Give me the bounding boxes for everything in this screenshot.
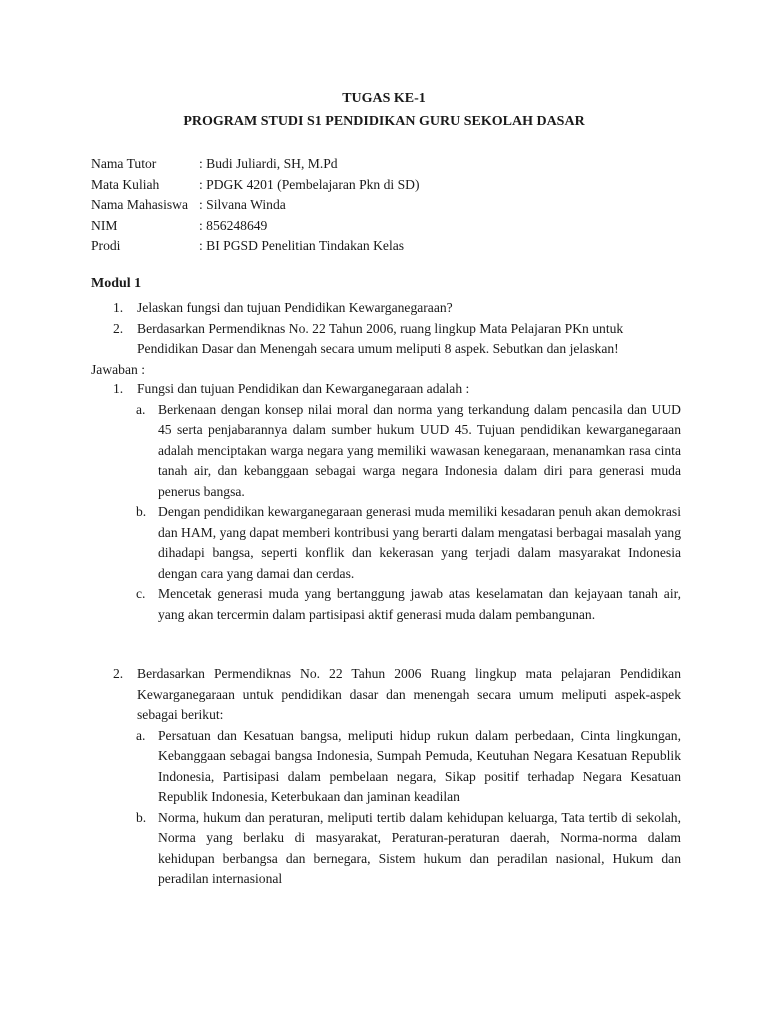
info-value: : BI PGSD Penelitian Tindakan Kelas	[199, 238, 405, 253]
question-list	[91, 298, 681, 360]
info-value: : PDGK 4201 (Pembelajaran Pkn di SD)	[199, 176, 420, 192]
answer-subitem	[91, 400, 681, 503]
document-subtitle: PROGRAM STUDI S1 PENDIDIKAN GURU SEKOLAH DASAR	[183, 114, 585, 129]
answer-subitem	[91, 502, 681, 584]
info-label: Prodi	[91, 238, 121, 253]
info-value: : Silvana Winda	[199, 197, 286, 212]
info-value: : 856248649	[199, 217, 268, 233]
info-label: Mata Kuliah	[91, 176, 160, 192]
answer-block-1	[91, 379, 681, 625]
student-info	[91, 154, 420, 257]
question-item	[91, 298, 681, 319]
answer-number: 1.	[113, 381, 124, 396]
answer-label: Jawaban :	[91, 362, 145, 377]
subitem-letter: a.	[136, 401, 146, 417]
answer-block-2	[91, 664, 681, 890]
answer-number: 2.	[113, 666, 124, 681]
subitem-text: Dengan pendidikan kewarganegaraan generasi muda memiliki kesadaran penuh akan demokrasi dan HAM, yang dapat memberi kontribusi yang berarti dalam mengatasi berbagai masalah yang dihadapi bangsa, seperti konflik dan kekerasan yang terjadi dalam masyarakat Indonesia dengan cara yang damai dan cerdas.	[158, 504, 681, 581]
subitem-letter: a.	[136, 727, 146, 743]
answer-lead-text: Fungsi dan tujuan Pendidikan dan Kewarganegaraan adalah :	[137, 381, 470, 396]
info-value: : Budi Juliardi, SH, M.Pd	[199, 156, 338, 171]
info-label: Nama Tutor	[91, 156, 157, 171]
answer-lead	[91, 379, 681, 400]
module-title: Modul 1	[91, 276, 142, 291]
subitem-text: Norma, hukum dan peraturan, meliputi tertib dalam kehidupan keluarga, Tata tertib di sekolah, Norma yang berlaku di masyarakat, Peraturan-peraturan daerah, Norma-norma dalam kehidupan berbangsa dan bernegara, Sistem hukum dan peradilan nasional, Hukum dan peradilan internasional	[158, 809, 681, 886]
subitem-text: Persatuan dan Kesatuan bangsa, meliputi hidup rukun dalam perbedaan, Cinta lingkungan, Kebanggaan sebagai bangsa Indonesia, Sumpah Pemuda, Keutuhan Negara Kesatuan Republik Indonesia, Partisipasi dalam pembelaan negara, Sikap positif terhadap Negara Kesatuan Republik Indonesia, Keterbukaan dan jaminan keadilan	[158, 727, 681, 804]
document-title: TUGAS KE-1	[342, 91, 426, 106]
answer-subitem	[91, 726, 681, 808]
subitem-text: Mencetak generasi muda yang bertanggung jawab atas keselamatan dan kejayaan tanah air, yang akan tercermin dalam partisipasi aktif generasi muda dalam pembangunan.	[158, 586, 681, 622]
answer-lead-text: Berdasarkan Permendiknas No. 22 Tahun 2006 Ruang lingkup mata pelajaran Pendidikan Kewarganegaraan untuk pendidikan dasar dan menengah secara umum meliputi aspek-aspek sebagai berikut:	[137, 666, 681, 722]
subitem-letter: b.	[136, 809, 147, 825]
question-number: 2.	[113, 320, 124, 336]
info-row-nim	[91, 216, 420, 237]
question-text: Berdasarkan Permendiknas No. 22 Tahun 2006, ruang lingkup Mata Pelajaran PKn untuk Pendidikan Dasar dan Menengah secara umum meliputi 8 aspek. Sebutkan dan jelaskan!	[137, 320, 624, 356]
info-row-student	[91, 195, 420, 216]
answer-subitem	[91, 584, 681, 625]
question-number: 1.	[113, 300, 124, 315]
subitem-letter: c.	[136, 586, 146, 601]
question-text: Jelaskan fungsi dan tujuan Pendidikan Kewarganegaraan?	[137, 300, 453, 315]
answer-subitem	[91, 808, 681, 890]
info-label: Nama Mahasiswa	[91, 197, 189, 212]
info-row-course	[91, 175, 420, 196]
info-label: NIM	[91, 217, 118, 233]
info-row-tutor	[91, 154, 420, 175]
question-item	[91, 319, 681, 360]
info-row-prodi	[91, 236, 420, 257]
answer-lead	[91, 664, 681, 726]
subitem-letter: b.	[136, 504, 147, 519]
subitem-text: Berkenaan dengan konsep nilai moral dan norma yang terkandung dalam pencasila dan UUD 45 serta penjabarannya dalam sumber hukum UUD 45. Tujuan pendidikan kewarganegaraan adalah menciptakan warga negara yang memiliki wawasan kenegaraan, menanamkan rasa cinta tanah air, dan kebanggaan sebagai warga negara Indonesia dalam diri para generasi muda penerus bangsa.	[158, 401, 681, 499]
